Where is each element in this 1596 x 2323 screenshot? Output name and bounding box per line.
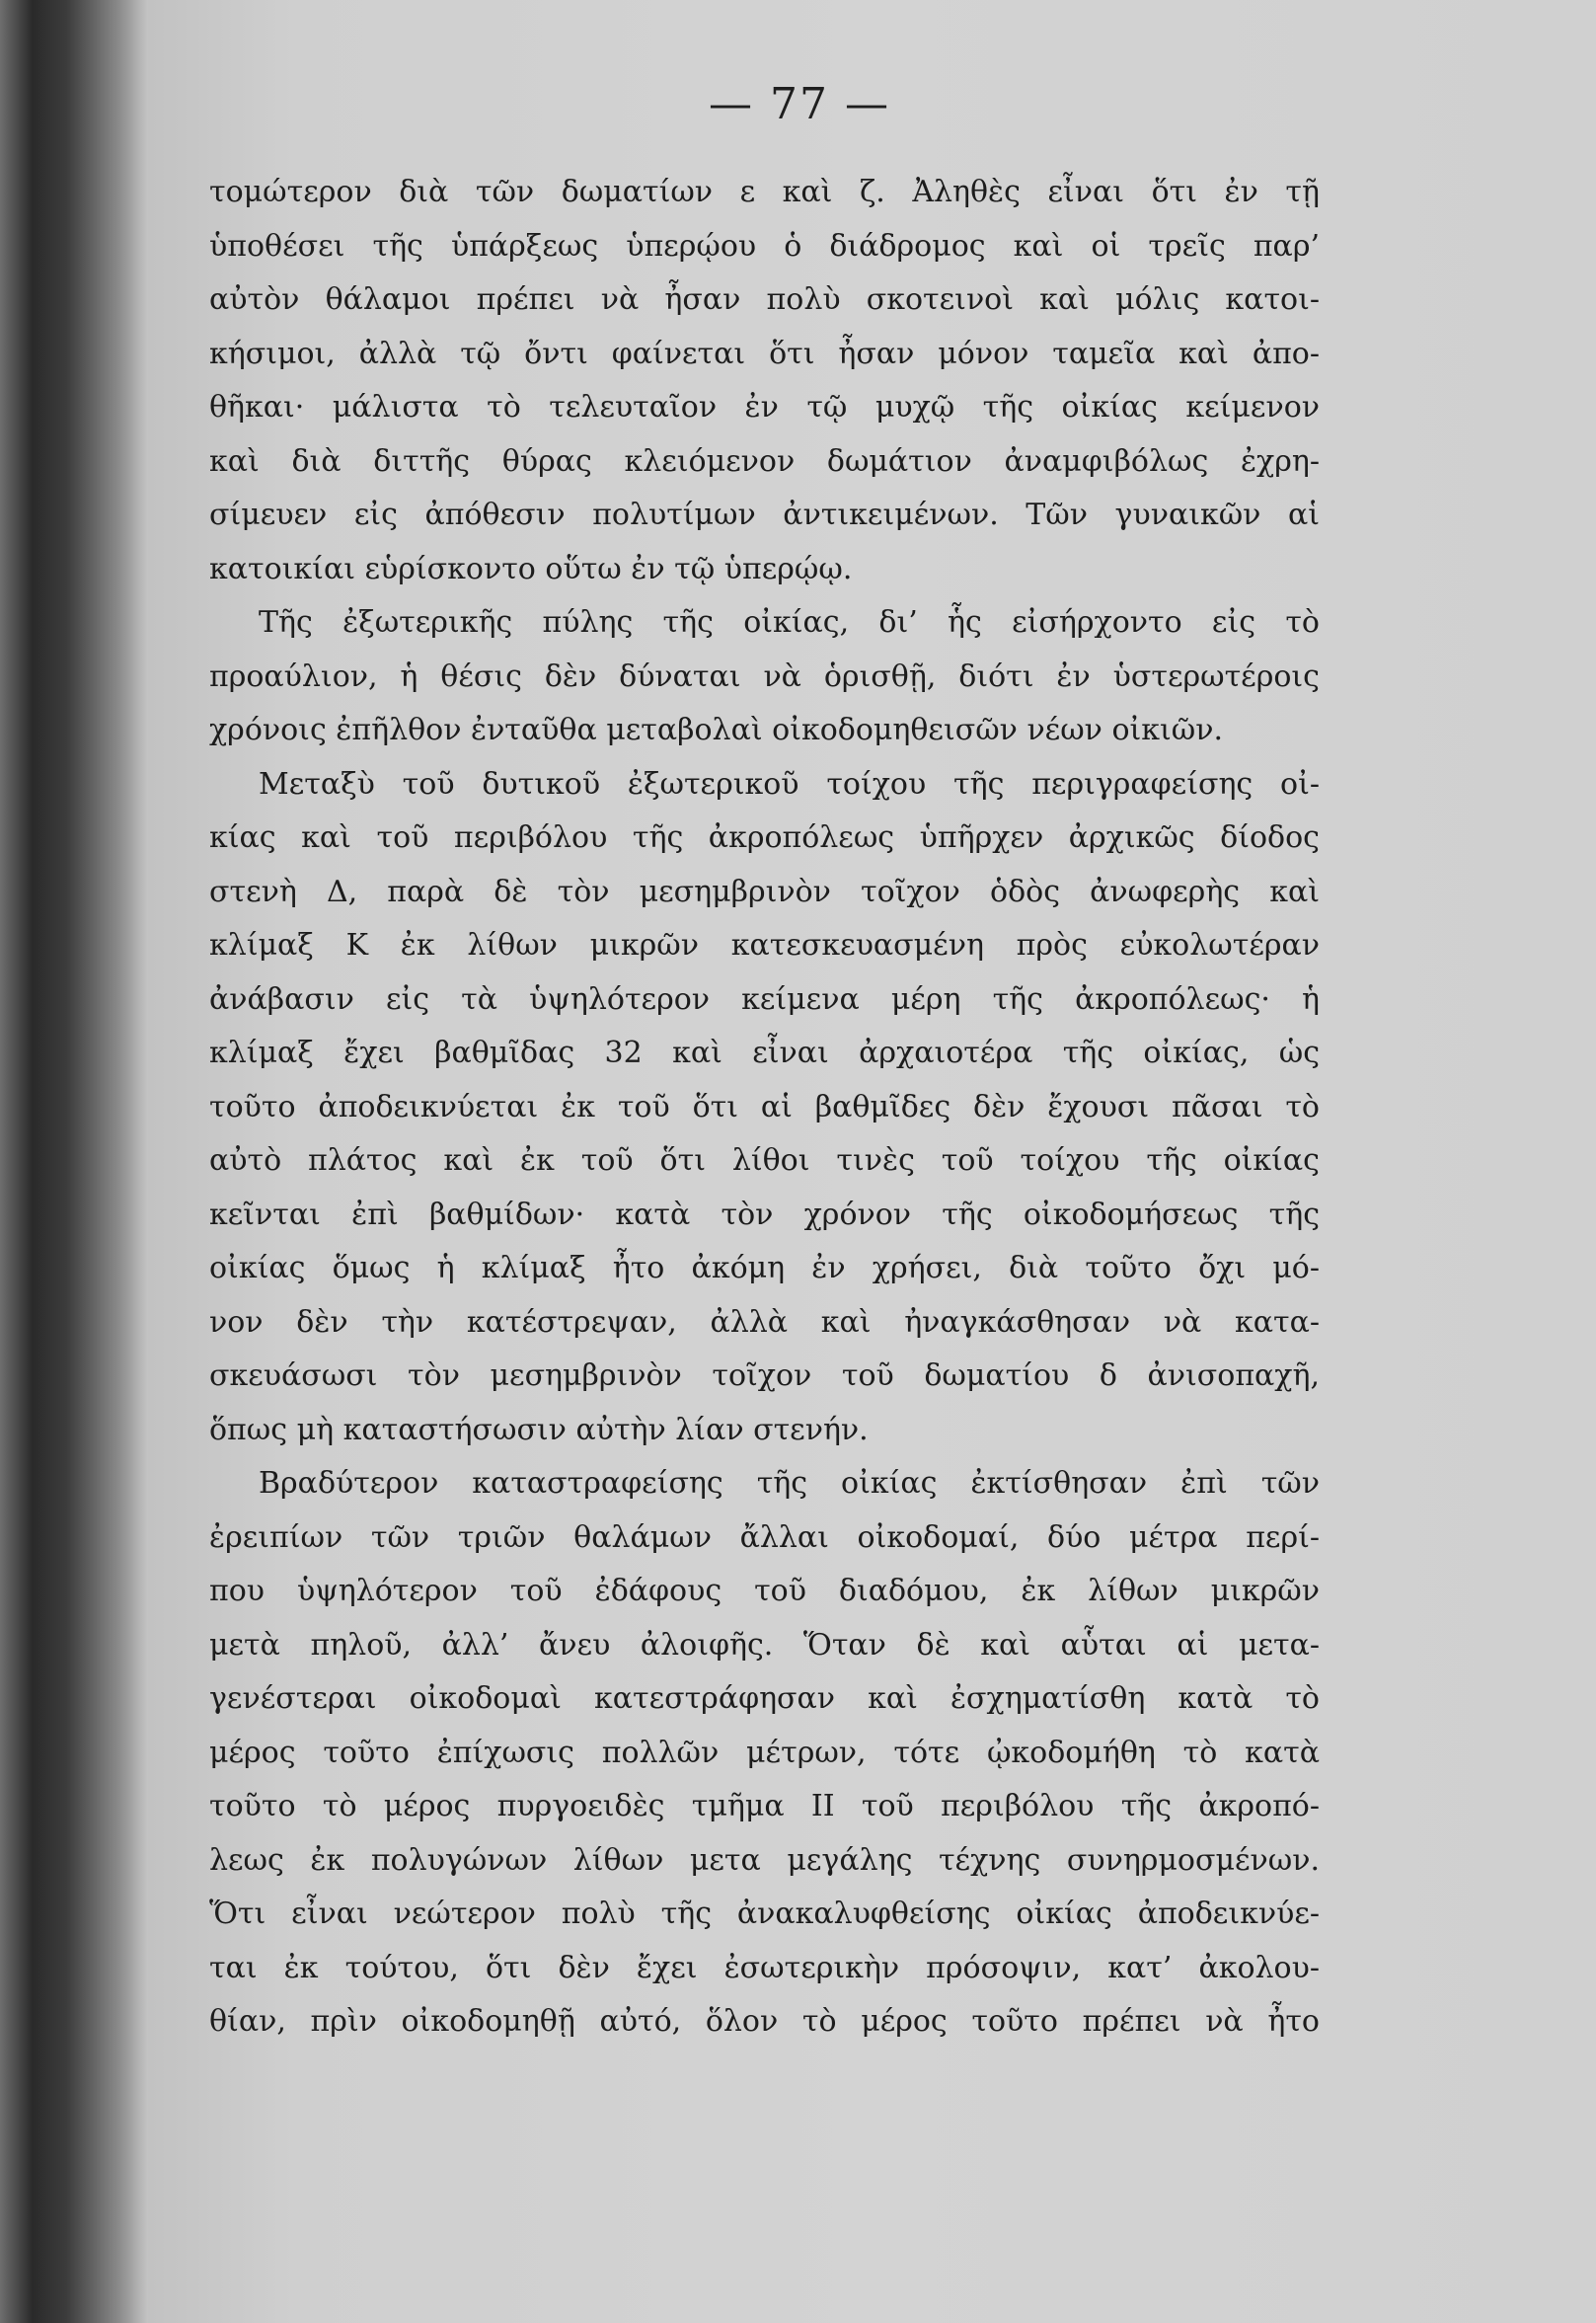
text-line: χρόνοις ἐπῆλθον ἐνταῦθα μεταβολαὶ οἰκοδομηθεισῶν νέων οἰκιῶν. [209, 713, 1224, 747]
text-line: κήσιμοι, ἀλλὰ τῷ ὄντι φαίνεται ὅτι ἦσαν μόνον ταμεῖα καὶ ἀπο- [209, 336, 1320, 371]
text-line: τοῦτο ἀποδεικνύεται ἐκ τοῦ ὅτι αἱ βαθμῖδες δὲν ἔχουσι πᾶσαι τὸ [209, 1089, 1320, 1124]
text-line: κατοικίαι εὑρίσκοντο οὕτω ἐν τῷ ὑπερῴῳ. [209, 551, 853, 586]
book-gutter-shadow [0, 0, 148, 2323]
text-line: αὐτὸ πλάτος καὶ ἐκ τοῦ ὅτι λίθοι τινὲς τοῦ τοίχου τῆς οἰκίας [209, 1143, 1320, 1178]
text-line: οἰκίας ὅμως ἡ κλίμαξ ἦτο ἀκόμη ἐν χρήσει, διὰ τοῦτο ὄχι μό- [209, 1251, 1320, 1285]
text-line: μέρος τοῦτο ἐπίχωσις πολλῶν μέτρων, τότε ᾠκοδομήθη τὸ κατὰ [209, 1735, 1320, 1770]
text-line: θίαν, πρὶν οἰκοδομηθῇ αὐτό, ὅλον τὸ μέρος τοῦτο πρέπει νὰ ἦτο [209, 2004, 1320, 2039]
text-line: λεως ἐκ πολυγώνων λίθων μετα μεγάλης τέχνης συνηρμοσμένων. [209, 1842, 1320, 1878]
text-line: ται ἐκ τούτου, ὅτι δὲν ἔχει ἐσωτερικὴν πρόσοψιν, κατ’ ἀκολου- [209, 1950, 1320, 1985]
text-line: νον δὲν τὴν κατέστρεψαν, ἀλλὰ καὶ ἠναγκάσθησαν νὰ κατα- [209, 1304, 1320, 1340]
text-line: σκευάσωσι τὸν μεσημβρινὸν τοῖχον τοῦ δωματίου δ ἀνισοπαχῆ, [209, 1358, 1320, 1393]
text-line: που ὑψηλότερον τοῦ ἐδάφους τοῦ διαδόμου, ἐκ λίθων μικρῶν [209, 1574, 1320, 1608]
text-line: καὶ διὰ διττῆς θύρας κλειόμενον δωμάτιον ἀναμφιβόλως ἐχρη- [209, 443, 1320, 479]
text-line: αὐτὸν θάλαμοι πρέπει νὰ ἦσαν πολὺ σκοτεινοὶ καὶ μόλις κατοι- [209, 282, 1320, 317]
text-line: γενέστεραι οἰκοδομαὶ κατεστράφησαν καὶ ἐσχηματίσθη κατὰ τὸ [209, 1681, 1320, 1716]
text-line: μετὰ πηλοῦ, ἀλλ’ ἄνευ ἀλοιφῆς. Ὅταν δὲ καὶ αὗται αἱ μετα- [209, 1627, 1320, 1663]
text-line: κεῖνται ἐπὶ βαθμίδων· κατὰ τὸν χρόνον τῆς οἰκοδομήσεως τῆς [209, 1197, 1320, 1232]
text-line: προαύλιον, ἡ θέσις δὲν δύναται νὰ ὁρισθῇ, διότι ἐν ὑστερωτέροις [209, 658, 1320, 694]
text-line: τομώτερον διὰ τῶν δωματίων ε καὶ ζ. Ἀληθὲς εἶναι ὅτι ἐν τῇ [209, 175, 1320, 209]
text-line: Τῆς ἐξωτερικῆς πύλης τῆς οἰκίας, δι’ ἧς εἰσήρχοντο εἰς τὸ [259, 605, 1320, 640]
text-line: στενὴ Δ, παρὰ δὲ τὸν μεσημβρινὸν τοῖχον ὁδὸς ἀνωφερὴς καὶ [209, 874, 1320, 909]
text-line: Ὅτι εἶναι νεώτερον πολὺ τῆς ἀνακαλυφθείσης οἰκίας ἀποδεικνύε- [209, 1897, 1320, 1931]
text-line: Βραδύτερον καταστραφείσης τῆς οἰκίας ἐκτίσθησαν ἐπὶ τῶν [259, 1466, 1320, 1501]
text-line: ἀνάβασιν εἰς τὰ ὑψηλότερον κείμενα μέρη τῆς ἀκροπόλεως· ἡ [209, 981, 1320, 1017]
text-line: ἐρειπίων τῶν τριῶν θαλάμων ἄλλαι οἰκοδομαί, δύο μέτρα περί- [209, 1519, 1320, 1555]
text-line: κλίμαξ ἔχει βαθμῖδας 32 καὶ εἶναι ἀρχαιοτέρα τῆς οἰκίας, ὡς [209, 1036, 1320, 1070]
text-line: κλίμαξ Κ ἐκ λίθων μικρῶν κατεσκευασμένη πρὸς εὐκολωτέραν [209, 928, 1320, 963]
text-line: ὑποθέσει τῆς ὑπάρξεως ὑπερῴου ὁ διάδρομος καὶ οἱ τρεῖς παρ’ [209, 228, 1320, 264]
page-number: — 77 — [709, 79, 890, 129]
text-line: τοῦτο τὸ μέρος πυργοειδὲς τμῆμα ΙΙ τοῦ περιβόλου τῆς ἀκροπό- [209, 1789, 1320, 1823]
body-text [209, 166, 1320, 2050]
text-line: θῆκαι· μάλιστα τὸ τελευταῖον ἐν τῷ μυχῷ τῆς οἰκίας κείμενον [209, 390, 1320, 425]
text-line: κίας καὶ τοῦ περιβόλου τῆς ἀκροπόλεως ὑπῆρχεν ἀρχικῶς δίοδος [209, 820, 1320, 855]
text-line: σίμευεν εἰς ἀπόθεσιν πολυτίμων ἀντικειμένων. Τῶν γυναικῶν αἱ [209, 498, 1320, 532]
text-line: ὅπως μὴ καταστήσωσιν αὐτὴν λίαν στενήν. [209, 1412, 869, 1447]
text-line: Μεταξὺ τοῦ δυτικοῦ ἐξωτερικοῦ τοίχου τῆς περιγραφείσης οἰ- [259, 766, 1320, 802]
